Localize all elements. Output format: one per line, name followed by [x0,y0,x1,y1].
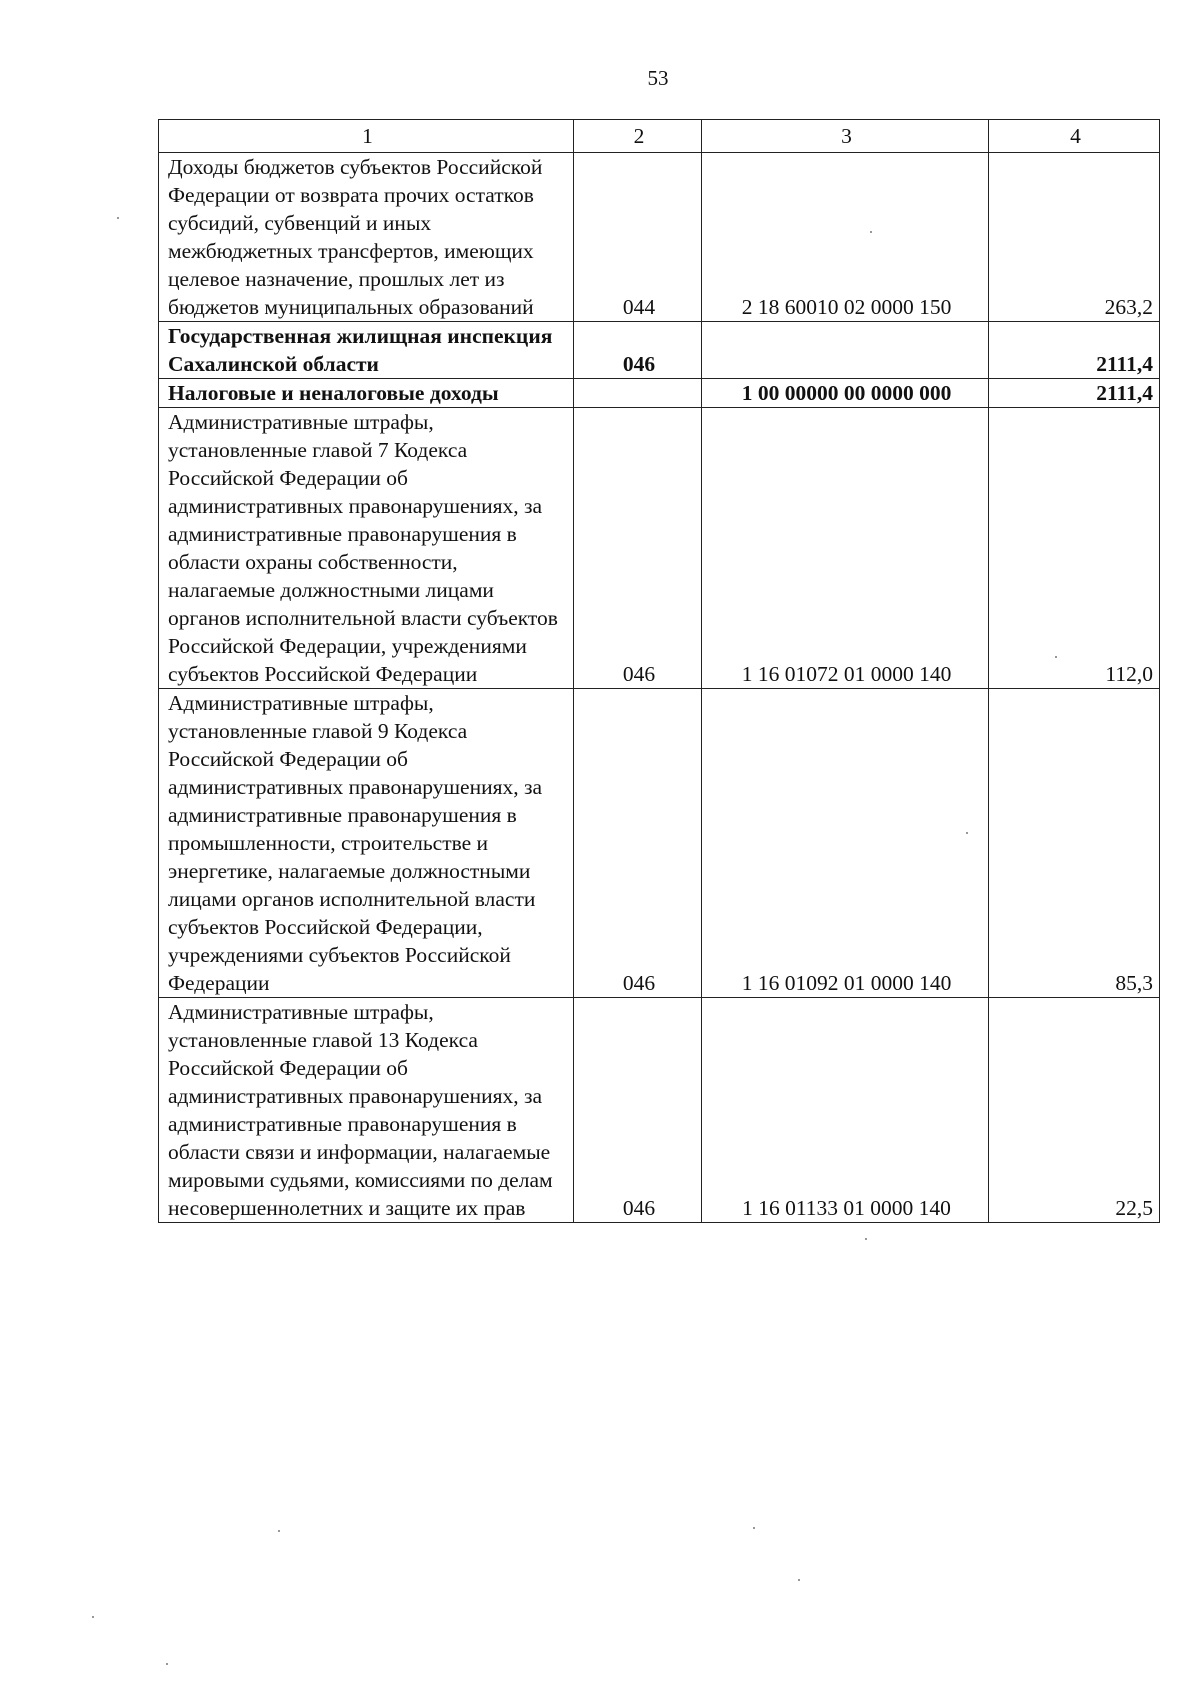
row-amount: 112,0 [989,408,1160,689]
row-admin-code: 046 [574,689,702,998]
row-admin-code: 046 [574,408,702,689]
row-name: Доходы бюджетов субъектов Российской Федерации от возврата прочих остатков субсидий, субвенций и иных межбюджетных трансфертов, имеющих целевое назначение, прошлых лет из бюджетов муниципальных образований [159,153,574,322]
table-row [159,689,1160,998]
scan-speck [870,231,872,233]
row-admin-code: 046 [574,998,702,1223]
scan-speck [92,1616,94,1618]
revenue-table [158,119,1160,1223]
column-header-4: 4 [989,120,1160,153]
row-budget-code: 1 16 01092 01 0000 140 [702,689,989,998]
row-admin-code [574,379,702,408]
row-admin-code: 046 [574,322,702,379]
row-amount: 22,5 [989,998,1160,1223]
column-header-2: 2 [574,120,702,153]
row-amount: 85,3 [989,689,1160,998]
row-budget-code: 1 16 01133 01 0000 140 [702,998,989,1223]
row-amount: 2111,4 [989,322,1160,379]
column-header-1: 1 [159,120,574,153]
row-budget-code: 2 18 60010 02 0000 150 [702,153,989,322]
column-header-3: 3 [702,120,989,153]
scan-speck [117,217,119,219]
row-name: Налоговые и неналоговые доходы [159,379,574,408]
scan-speck [1055,656,1057,658]
table-row [159,379,1160,408]
scan-speck [753,1527,755,1529]
scan-speck [278,1530,280,1532]
scan-speck [166,1663,168,1665]
table-row [159,998,1160,1223]
row-budget-code: 1 00 00000 00 0000 000 [702,379,989,408]
table-row [159,408,1160,689]
row-amount: 263,2 [989,153,1160,322]
row-name: Административные штрафы, установленные главой 9 Кодекса Российской Федерации об административных правонарушениях, за административные правонарушения в промышленности, строительстве и энергетике, налагаемые должностными лицами органов исполнительной власти субъектов Российской Федерации, учреждениями субъектов Российской Федерации [159,689,574,998]
page-number: 53 [647,66,669,90]
row-name: Административные штрафы, установленные главой 13 Кодекса Российской Федерации об административных правонарушениях, за административные правонарушения в области связи и информации, налагаемые мировыми судьями, комиссиями по делам несовершеннолетних и защите их прав [159,998,574,1223]
scan-speck [798,1579,800,1581]
row-name: Государственная жилищная инспекция Сахалинской области [159,322,574,379]
row-name: Административные штрафы, установленные главой 7 Кодекса Российской Федерации об административных правонарушениях, за административные правонарушения в области охраны собственности, налагаемые должностными лицами органов исполнительной власти субъектов Российской Федерации, учреждениями субъектов Российской Федерации [159,408,574,689]
table-row [159,322,1160,379]
scan-speck [966,832,968,834]
row-budget-code [702,322,989,379]
row-budget-code: 1 16 01072 01 0000 140 [702,408,989,689]
table-header-row [159,120,1160,153]
scan-speck [865,1238,867,1240]
row-amount: 2111,4 [989,379,1160,408]
row-admin-code: 044 [574,153,702,322]
table-row [159,153,1160,322]
